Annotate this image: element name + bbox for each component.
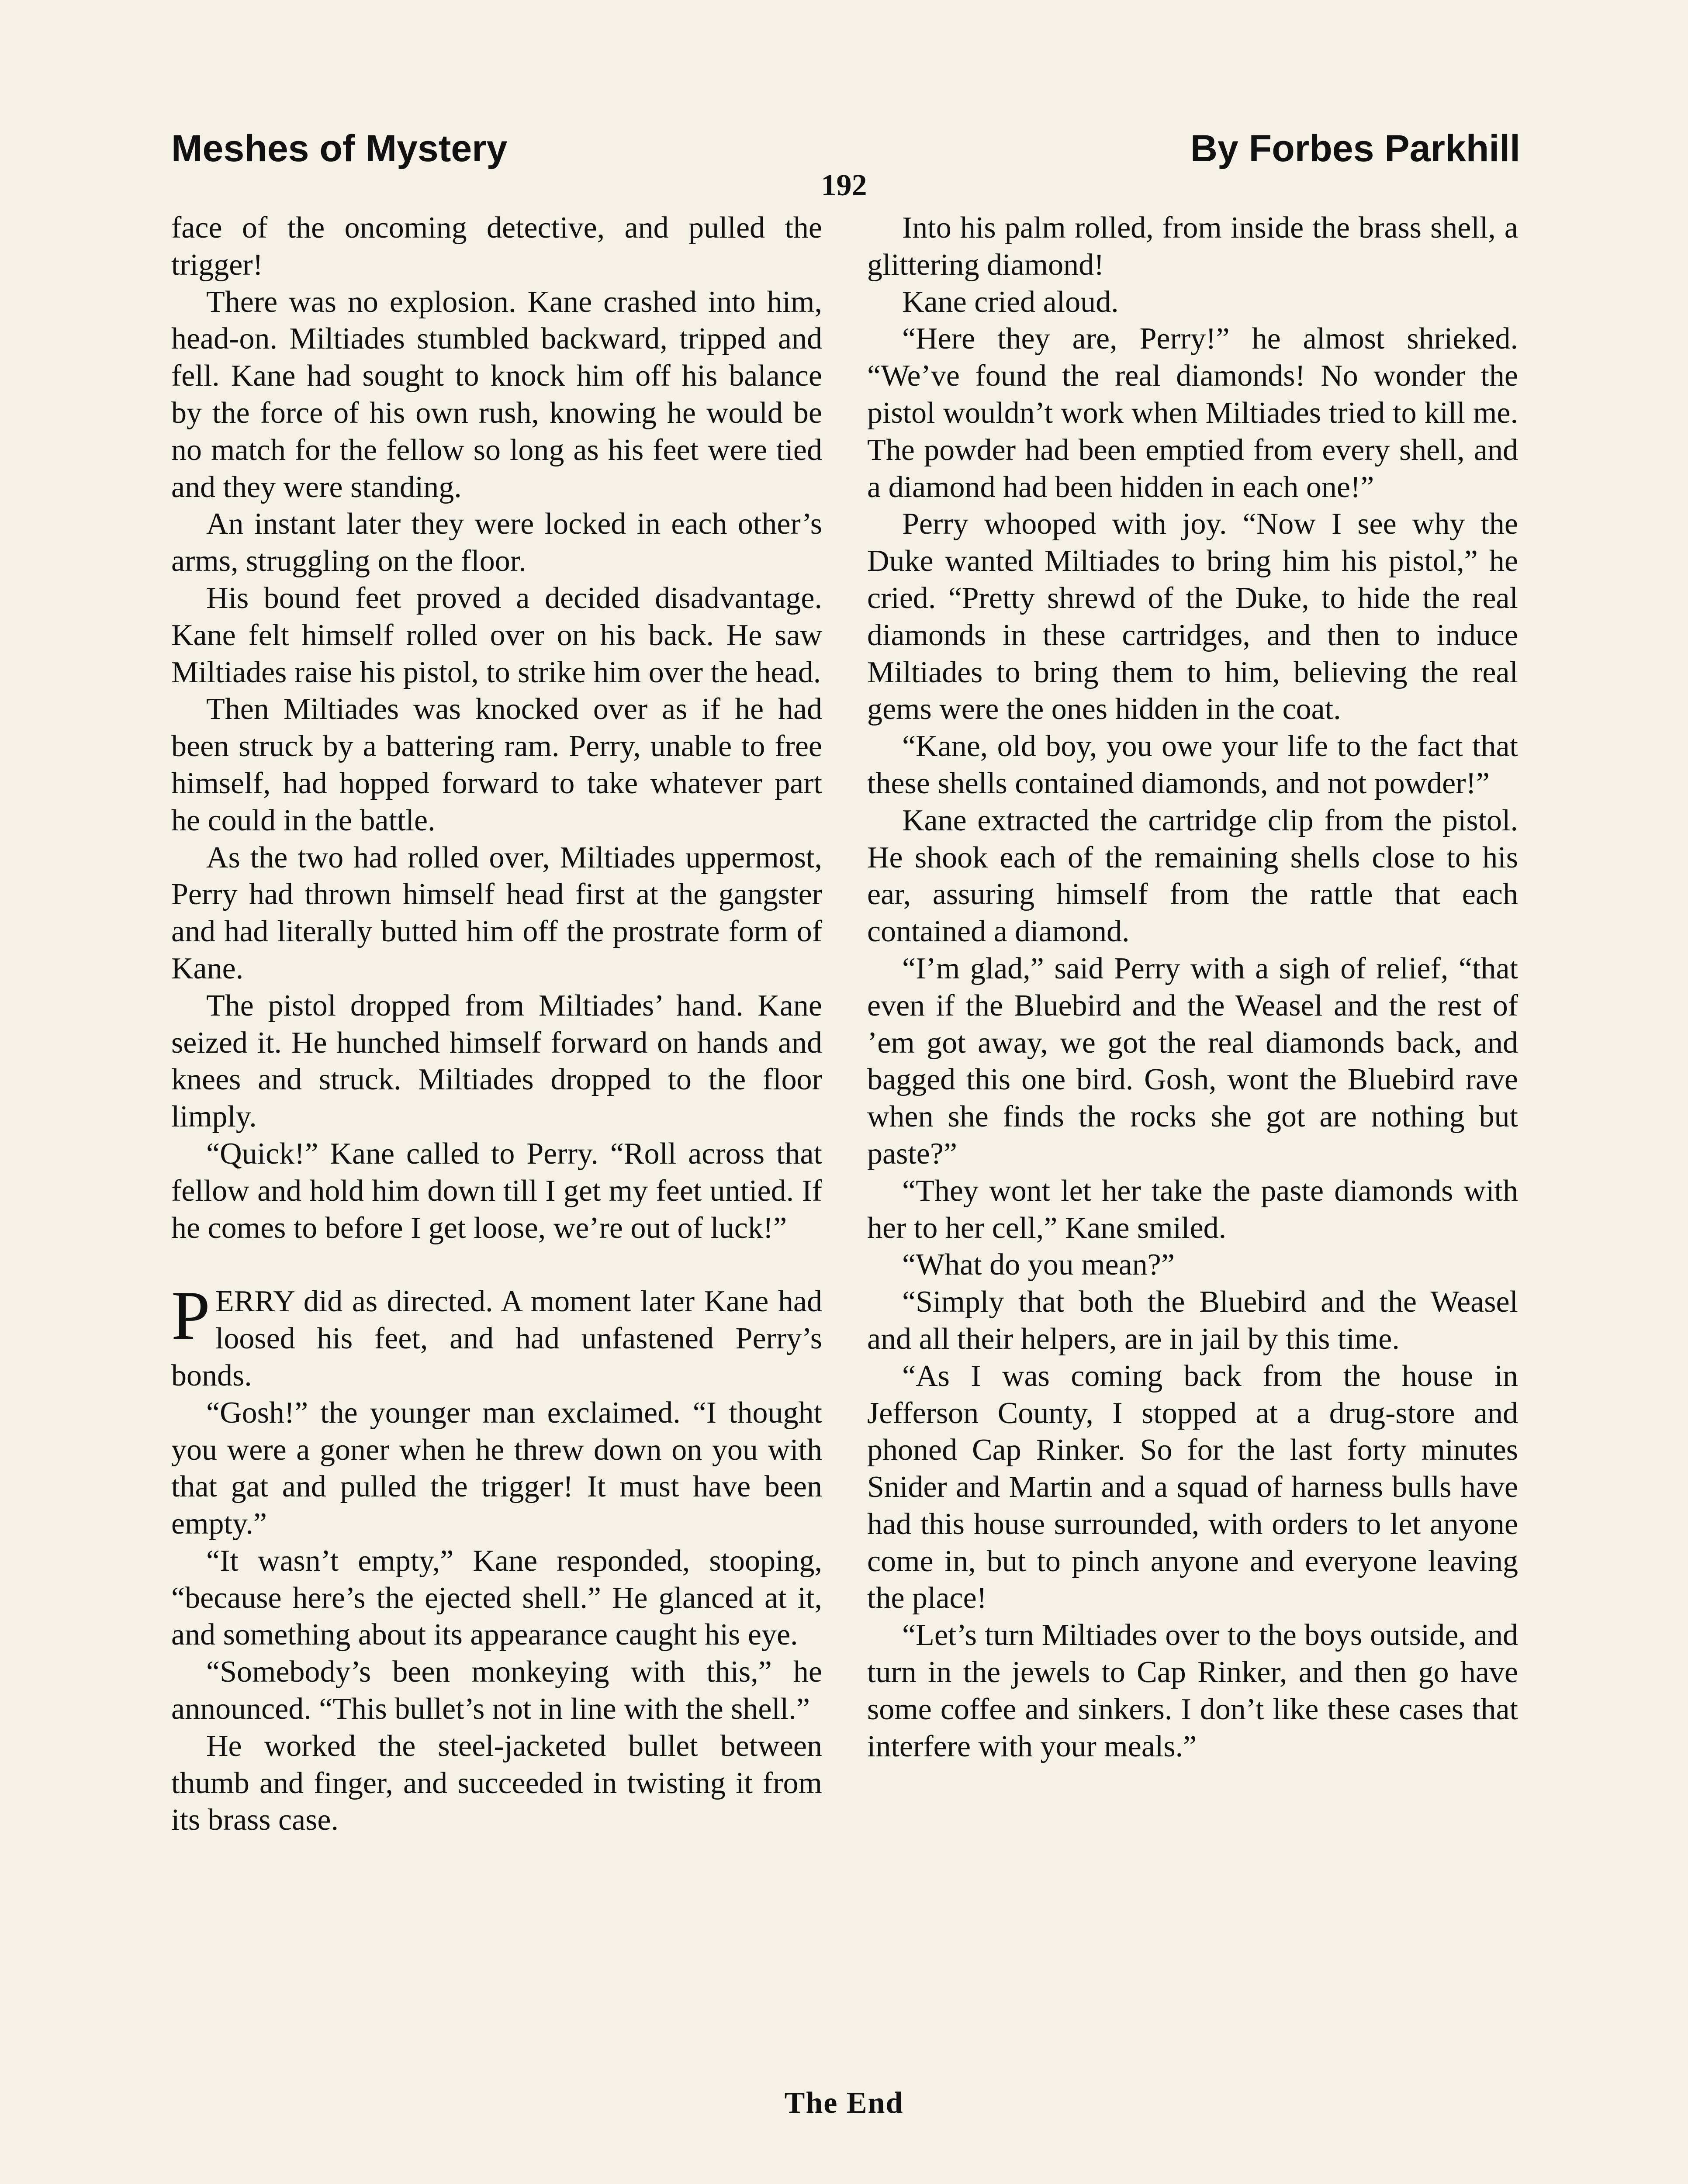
right-column (867, 210, 1518, 1765)
paragraph: The pistol dropped from Miltiades’ hand. Kane seized it. He hunched himself forward on hands and knees and struck. Miltiades dropped to the floor limply. (171, 988, 822, 1134)
paragraph: “What do you mean?” (902, 1248, 1175, 1282)
paragraph: “Somebody’s been monkeying with this,” he announced. “This bullet’s not in line with the shell.” (171, 1655, 822, 1726)
paragraph: He worked the steel-jacketed bullet between thumb and finger, and succeeded in twisting it from its brass case. (171, 1729, 822, 1837)
paragraph: His bound feet proved a decided disadvantage. Kane felt himself rolled over on his back. He saw Miltiades raise his pistol, to strike him over the head. (171, 581, 822, 689)
paragraph: Into his palm rolled, from inside the brass shell, a glittering diamond! (867, 211, 1518, 282)
dropcap-paragraph (171, 1276, 822, 1394)
page-number: 192 (821, 169, 867, 202)
paragraph: “Gosh!” the younger man exclaimed. “I thought you were a goner when he threw down on you with that gat and pulled the trigger! It must have been empty.” (171, 1396, 822, 1541)
paragraph: “As I was coming back from the house in Jefferson County, I stopped at a drug-store and phoned Cap Rinker. So for the last forty minutes Snider and Martin and a squad of harness bulls have had this house surrounded, with orders to let anyone come in, but to pinch anyone and everyone leaving the place! (867, 1359, 1518, 1615)
paragraph: “It wasn’t empty,” Kane responded, stooping, “because here’s the ejected shell.” He glanced at it, and something about its appearance caught his eye. (171, 1544, 822, 1652)
paragraph: “Here they are, Perry!” he almost shrieked. “We’ve found the real diamonds! No wonder the pistol wouldn’t work when Miltiades tried to kill me. The powder had been emptied from every shell, and a diamond had been hidden in each one!” (867, 322, 1518, 504)
paragraph: “Let’s turn Miltiades over to the boys outside, and turn in the jewels to Cap Rinker, and then go have some coffee and sinkers. I don’t like these cases that interfere with your meals.” (867, 1618, 1518, 1763)
author-byline: By Forbes Parkhill (1190, 128, 1520, 169)
paragraph: “Kane, old boy, you owe your life to the fact that these shells contained diamonds, and not powder!” (867, 729, 1518, 800)
dropcap-paragraph-text: ERRY did as directed. A moment later Kane had loosed his feet, and had unfastened Perry’s bonds. (171, 1285, 822, 1393)
paragraph: An instant later they were locked in each other’s arms, struggling on the floor. (171, 507, 822, 578)
paragraph: “Quick!” Kane called to Perry. “Roll across that fellow and hold him down till I get my feet untied. If he comes to before I get loose, we’re out of luck!” (171, 1137, 822, 1245)
dropcap-letter: P (171, 1276, 210, 1355)
paragraph: Kane extracted the cartridge clip from the pistol. He shook each of the remaining shells close to his ear, assuring himself from the rattle that each contained a diamond. (867, 803, 1518, 949)
section-break (171, 1247, 822, 1283)
paragraph: face of the oncoming detective, and pulled the trigger! (171, 211, 822, 282)
paragraph: “Simply that both the Bluebird and the Weasel and all their helpers, are in jail by this time. (867, 1285, 1518, 1356)
paragraph: There was no explosion. Kane crashed into him, head-on. Miltiades stumbled backward, tripped and fell. Kane had sought to knock him off his balance by the force of his own rush, knowing he would be no match for the fellow so long as his feet were tied and they were standing. (171, 285, 822, 504)
left-column (171, 210, 822, 1839)
the-end-marker: The End (784, 2086, 904, 2120)
paragraph: Perry whooped with joy. “Now I see why the Duke wanted Miltiades to bring him his pistol,” he cried. “Pretty shrewd of the Duke, to hide the real diamonds in these cartridges, and then to induce Miltiades to bring them to him, believing the real gems were the ones hidden in the coat. (867, 507, 1518, 726)
story-title: Meshes of Mystery (171, 128, 508, 169)
paragraph: As the two had rolled over, Miltiades uppermost, Perry had thrown himself head first at the gangster and had literally butted him off the prostrate form of Kane. (171, 840, 822, 985)
paragraph: “I’m glad,” said Perry with a sigh of relief, “that even if the Bluebird and the Weasel and the rest of ’em got away, we got the real diamonds back, and bagged this one bird. Gosh, wont the Bluebird rave when she finds the rocks she got are nothing but paste?” (867, 951, 1518, 1171)
paragraph: “They wont let her take the paste diamonds with her to her cell,” Kane smiled. (867, 1174, 1518, 1245)
paragraph: Kane cried aloud. (902, 285, 1119, 319)
paragraph: Then Miltiades was knocked over as if he had been struck by a battering ram. Perry, unable to free himself, had hopped forward to take whatever part he could in the battle. (171, 692, 822, 837)
